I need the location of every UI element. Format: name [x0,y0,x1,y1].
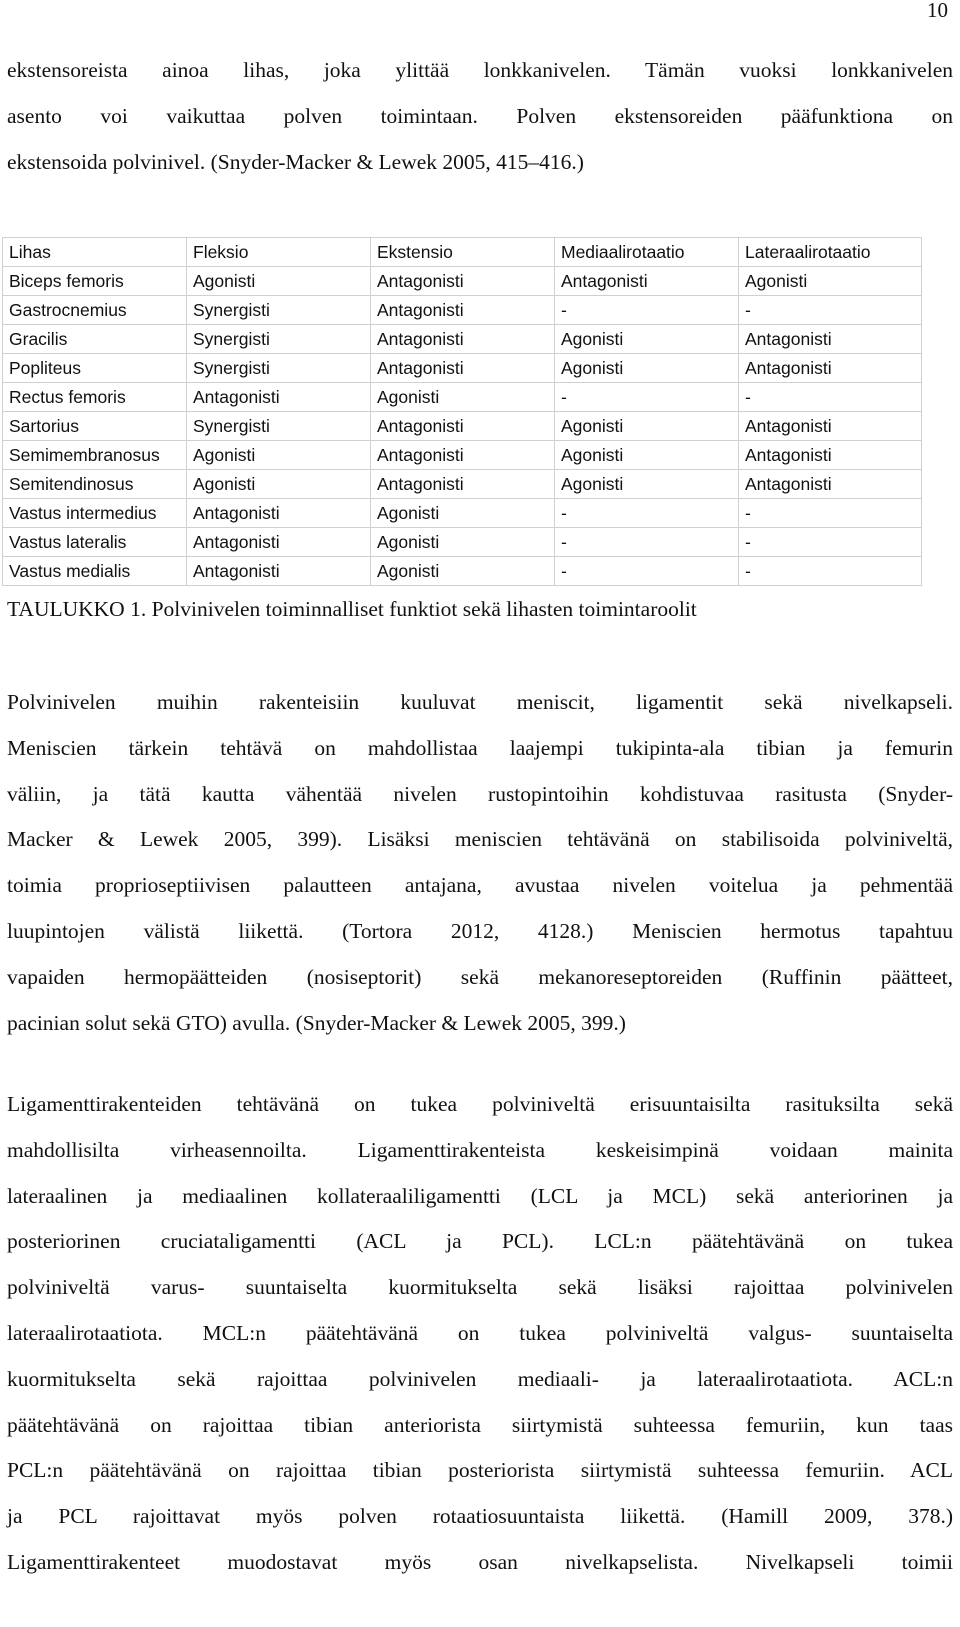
role-cell: Agonisti [187,441,371,470]
role-cell: Antagonisti [739,470,922,499]
table-row [3,325,922,354]
role-cell: Agonisti [187,470,371,499]
role-cell: Agonisti [371,557,555,586]
text-line: PCL:n päätehtävänä on rajoittaa tibian posteriorista siirtymistä suhteessa femuriin. ACL [7,1458,953,1483]
role-cell: Agonisti [739,267,922,296]
table-row [3,528,922,557]
muscle-name-cell: Biceps femoris [3,267,187,296]
role-cell: Synergisti [187,354,371,383]
role-cell: Antagonisti [371,267,555,296]
muscle-name-cell: Gastrocnemius [3,296,187,325]
role-cell: Antagonisti [739,441,922,470]
muscle-name-cell: Rectus femoris [3,383,187,412]
column-header: Lateraalirotaatio [739,238,922,267]
muscle-name-cell: Sartorius [3,412,187,441]
role-cell: Synergisti [187,296,371,325]
meniscus-paragraph [7,680,953,1046]
text-line: Polvinivelen muihin rakenteisiin kuuluvat meniscit, ligamentit sekä nivelkapseli. [7,690,953,714]
role-cell: Agonisti [371,383,555,412]
text-line: toimia proprioseptiivisen palautteen antajana, avustaa nivelen voitelua ja pehmentää [7,873,953,898]
role-cell: - [739,296,922,325]
muscle-name-cell: Semimembranosus [3,441,187,470]
role-cell: - [555,383,739,412]
role-cell: Synergisti [187,412,371,441]
role-cell: - [555,528,739,557]
role-cell: Agonisti [555,325,739,354]
role-cell: Antagonisti [371,354,555,383]
muscle-name-cell: Semitendinosus [3,470,187,499]
text-line: luupintojen välistä liikettä. (Tortora 2012, 4128.) Meniscien hermotus tapahtuu [7,918,953,943]
role-cell: - [555,296,739,325]
table-row [3,383,922,412]
table-caption: TAULUKKO 1. Polvinivelen toiminnalliset funktiot sekä lihasten toimintaroolit [7,597,697,621]
muscle-name-cell: Vastus lateralis [3,528,187,557]
column-header: Ekstensio [371,238,555,267]
role-cell: - [739,557,922,586]
role-cell: Antagonisti [371,296,555,325]
role-cell: Antagonisti [555,267,739,296]
column-header: Fleksio [187,238,371,267]
text-line: ekstensoreista ainoa lihas, joka ylittää lonkkanivelen. Tämän vuoksi lonkkanivelen [7,58,953,82]
role-cell: Antagonisti [371,441,555,470]
role-cell: Antagonisti [371,470,555,499]
muscle-name-cell: Vastus intermedius [3,499,187,528]
role-cell: - [739,499,922,528]
column-header: Lihas [3,238,187,267]
intro-paragraph [7,48,953,185]
text-line: lateraalirotaatiota. MCL:n päätehtävänä on tukea polviniveltä valgus- suuntaiselta [7,1320,953,1345]
muscle-name-cell: Vastus medialis [3,557,187,586]
role-cell: Antagonisti [187,383,371,412]
text-line: Meniscien tärkein tehtävä on mahdollistaa laajempi tukipinta-ala tibian ja femurin [7,735,953,760]
muscle-function-table [2,237,922,586]
text-line: kuormitukselta sekä rajoittaa polvinivelen mediaali- ja lateraalirotaatiota. ACL:n [7,1366,953,1391]
table-row [3,441,922,470]
muscle-name-cell: Popliteus [3,354,187,383]
muscle-name-cell: Gracilis [3,325,187,354]
text-line: väliin, ja tätä kautta vähentää nivelen rustopintoihin kohdistuvaa rasitusta (Snyder- [7,781,953,806]
role-cell: - [739,528,922,557]
text-line: polviniveltä varus- suuntaiselta kuormitukselta sekä lisäksi rajoittaa polvinivelen [7,1275,953,1300]
text-line: asento voi vaikuttaa polven toimintaan. Polven ekstensoreiden pääfunktiona on [7,103,953,128]
ligament-paragraph [7,1082,953,1586]
text-line: vapaiden hermopäätteiden (nosiseptorit) sekä mekanoreseptoreiden (Ruffinin päätteet, [7,964,953,989]
table-header-row [3,238,922,267]
text-line: ja PCL rajoittavat myös polven rotaatiosuuntaista liikettä. (Hamill 2009, 378.) [7,1504,953,1529]
table-row [3,354,922,383]
text-line: ekstensoida polvinivel. (Snyder-Macker & Lewek 2005, 415–416.) [7,149,584,174]
role-cell: Antagonisti [371,412,555,441]
role-cell: Agonisti [371,499,555,528]
role-cell: Antagonisti [371,325,555,354]
role-cell: Antagonisti [187,499,371,528]
table-row [3,557,922,586]
role-cell: Agonisti [555,354,739,383]
text-line: mahdollisilta virheasennoilta. Ligamenttirakenteista keskeisimpinä voidaan mainita [7,1137,953,1162]
role-cell: Agonisti [555,441,739,470]
column-header: Mediaalirotaatio [555,238,739,267]
role-cell: - [555,557,739,586]
role-cell: Synergisti [187,325,371,354]
page-number: 10 [927,0,948,22]
role-cell: Antagonisti [739,325,922,354]
role-cell: Agonisti [371,528,555,557]
role-cell: Antagonisti [187,528,371,557]
text-line: päätehtävänä on rajoittaa tibian anteriorista siirtymistä suhteessa femuriin, kun taas [7,1412,953,1437]
table-row [3,499,922,528]
role-cell: Agonisti [555,470,739,499]
role-cell: Antagonisti [187,557,371,586]
table-row [3,296,922,325]
table-row [3,412,922,441]
role-cell: Agonisti [555,412,739,441]
role-cell: - [739,383,922,412]
role-cell: Antagonisti [739,412,922,441]
text-line: Ligamenttirakenteet muodostavat myös osan nivelkapselista. Nivelkapseli toimii [7,1549,953,1574]
role-cell: - [555,499,739,528]
table-row [3,267,922,296]
text-line: posteriorinen cruciataligamentti (ACL ja PCL). LCL:n päätehtävänä on tukea [7,1229,953,1254]
role-cell: Agonisti [187,267,371,296]
text-line: lateraalinen ja mediaalinen kollateraaliligamentti (LCL ja MCL) sekä anteriorinen ja [7,1183,953,1208]
text-line: pacinian solut sekä GTO) avulla. (Snyder-Macker & Lewek 2005, 399.) [7,1010,626,1035]
text-line: Macker & Lewek 2005, 399). Lisäksi meniscien tehtävänä on stabilisoida polviniveltä, [7,827,953,852]
table-row [3,470,922,499]
text-line: Ligamenttirakenteiden tehtävänä on tukea polviniveltä erisuuntaisilta rasituksilta sekä [7,1092,953,1116]
role-cell: Antagonisti [739,354,922,383]
